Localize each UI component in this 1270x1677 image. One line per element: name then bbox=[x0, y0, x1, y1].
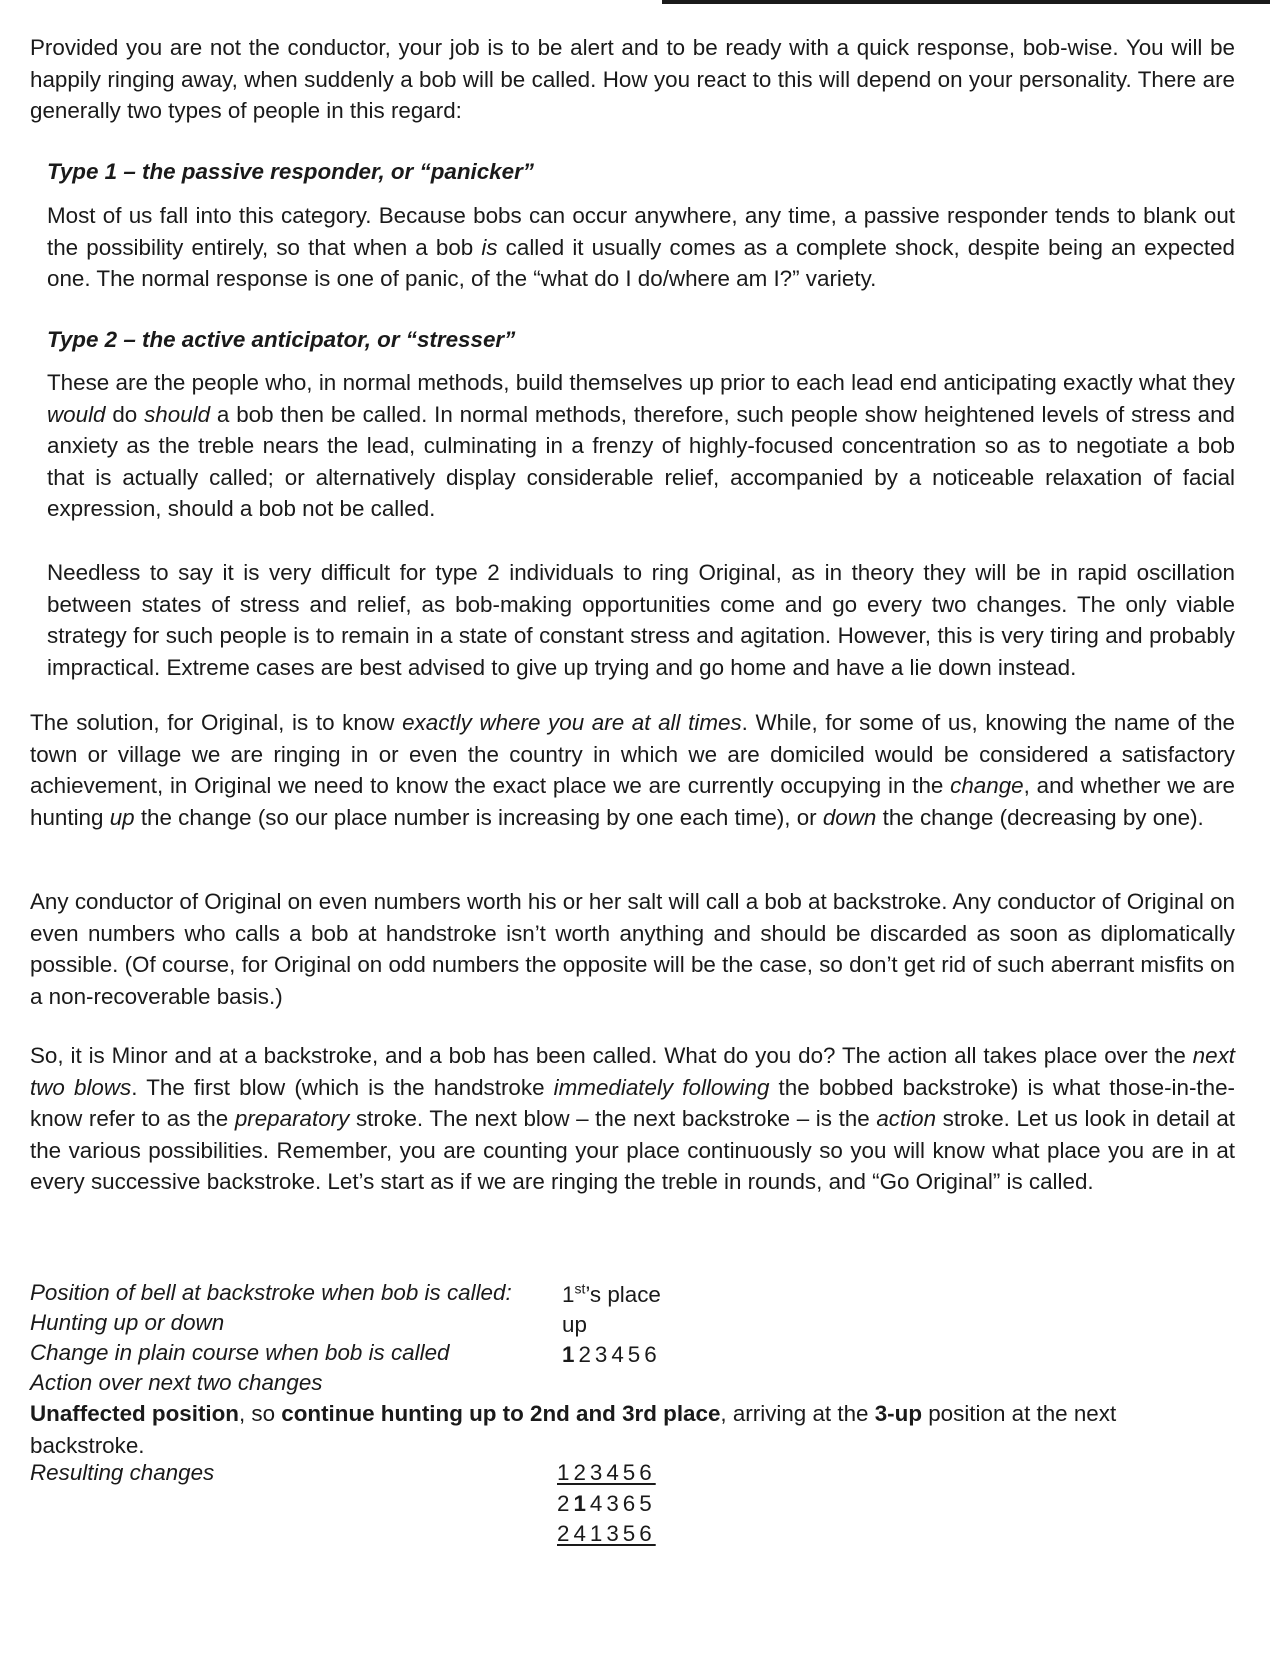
action-text: Unaffected position, so continue hunting up to 2nd and 3rd place, arriving at the 3-up position at the next backstroke. bbox=[30, 1401, 1117, 1458]
minor-paragraph: So, it is Minor and at a backstroke, and a bob has been called. What do you do? The action all takes place over the next two blows. The first blow (which is the handstroke immediately following the bobbed backstroke) is what those-in-the-know refer to as the preparatory stroke. The next blow – the next backstroke – is the action stroke. Let us look in detail at the various possibilities. Remember, you are counting your place continuously so you will know what place you are in at every successive backstroke. Let’s start as if we are ringing the treble in rounds, and “Go Original” is called. bbox=[30, 1043, 1235, 1194]
hunting-value: up bbox=[562, 1312, 587, 1337]
change-row-3: 241356 bbox=[557, 1521, 656, 1546]
change-row-2: 214365 bbox=[557, 1491, 656, 1516]
type2-paragraph: These are the people who, in normal methods, build themselves up prior to each lead end anticipating exactly what they would do should a bob then be called. In normal methods, therefore, such people show heightened levels of stress and anxiety as the treble nears the lead, culminating in a frenzy of highly-focused concentration so as to negotiate a bob that is actually called; or alternatively display considerable relief, accompanied by a noticeable relaxation of facial expression, should a bob not be called. bbox=[47, 370, 1235, 521]
intro-paragraph: Provided you are not the conductor, your job is to be alert and to be ready with a quick response, bob-wise. You will be happily ringing away, when suddenly a bob will be called. How you react to this will depend on your personality. There are generally two types of people in this regard: bbox=[30, 35, 1235, 123]
type1-paragraph: Most of us fall into this category. Because bobs can occur anywhere, any time, a passive responder tends to blank out the possibility entirely, so that when a bob is called it usually comes as a complete shock, despite being an expected one. The normal response is one of panic, of the “what do I do/where am I?” variety. bbox=[47, 203, 1235, 291]
resulting-label: Resulting changes bbox=[30, 1460, 215, 1485]
change-label: Change in plain course when bob is called bbox=[30, 1340, 450, 1365]
position-value: 1st’s place bbox=[562, 1280, 661, 1307]
hunting-label: Hunting up or down bbox=[30, 1310, 225, 1335]
position-label: Position of bell at backstroke when bob is called: bbox=[30, 1280, 512, 1305]
action-label: Action over next two changes bbox=[30, 1370, 323, 1395]
solution-paragraph: The solution, for Original, is to know exactly where you are at all times. While, for some of us, knowing the name of the town or village we are ringing in or even the country in which we are domiciled would be considered a satisfactory achievement, in Original we need to know the exact place we are currently occupying in the change, and whether we are hunting up the change (so our place number is increasing by one each time), or down the change (decreasing by one). bbox=[30, 710, 1235, 830]
type2-paragraph-2: Needless to say it is very difficult for type 2 individuals to ring Original, as in theory they will be in rapid oscillation between states of stress and relief, as bob-making opportunities come and go every two changes. The only viable strategy for such people is to remain in a state of constant stress and agitation. However, this is very tiring and probably impractical. Extreme cases are best advised to give up trying and go home and have a lie down instead. bbox=[47, 560, 1235, 680]
change-value: 123456 bbox=[562, 1342, 661, 1367]
change-row-1: 123456 bbox=[557, 1460, 656, 1485]
top-rule bbox=[662, 0, 1270, 4]
conductor-paragraph: Any conductor of Original on even numbers worth his or her salt will call a bob at backstroke. Any conductor of Original on even numbers who calls a bob at handstroke isn’t worth anything and should be discarded as soon as diplomatically possible. (Of course, for Original on odd numbers the opposite will be the case, so don’t get rid of such aberrant misfits on a non-recoverable basis.) bbox=[30, 889, 1235, 1009]
type1-heading: Type 1 – the passive responder, or “panicker” bbox=[47, 159, 534, 184]
type2-heading: Type 2 – the active anticipator, or “stresser” bbox=[47, 327, 516, 352]
